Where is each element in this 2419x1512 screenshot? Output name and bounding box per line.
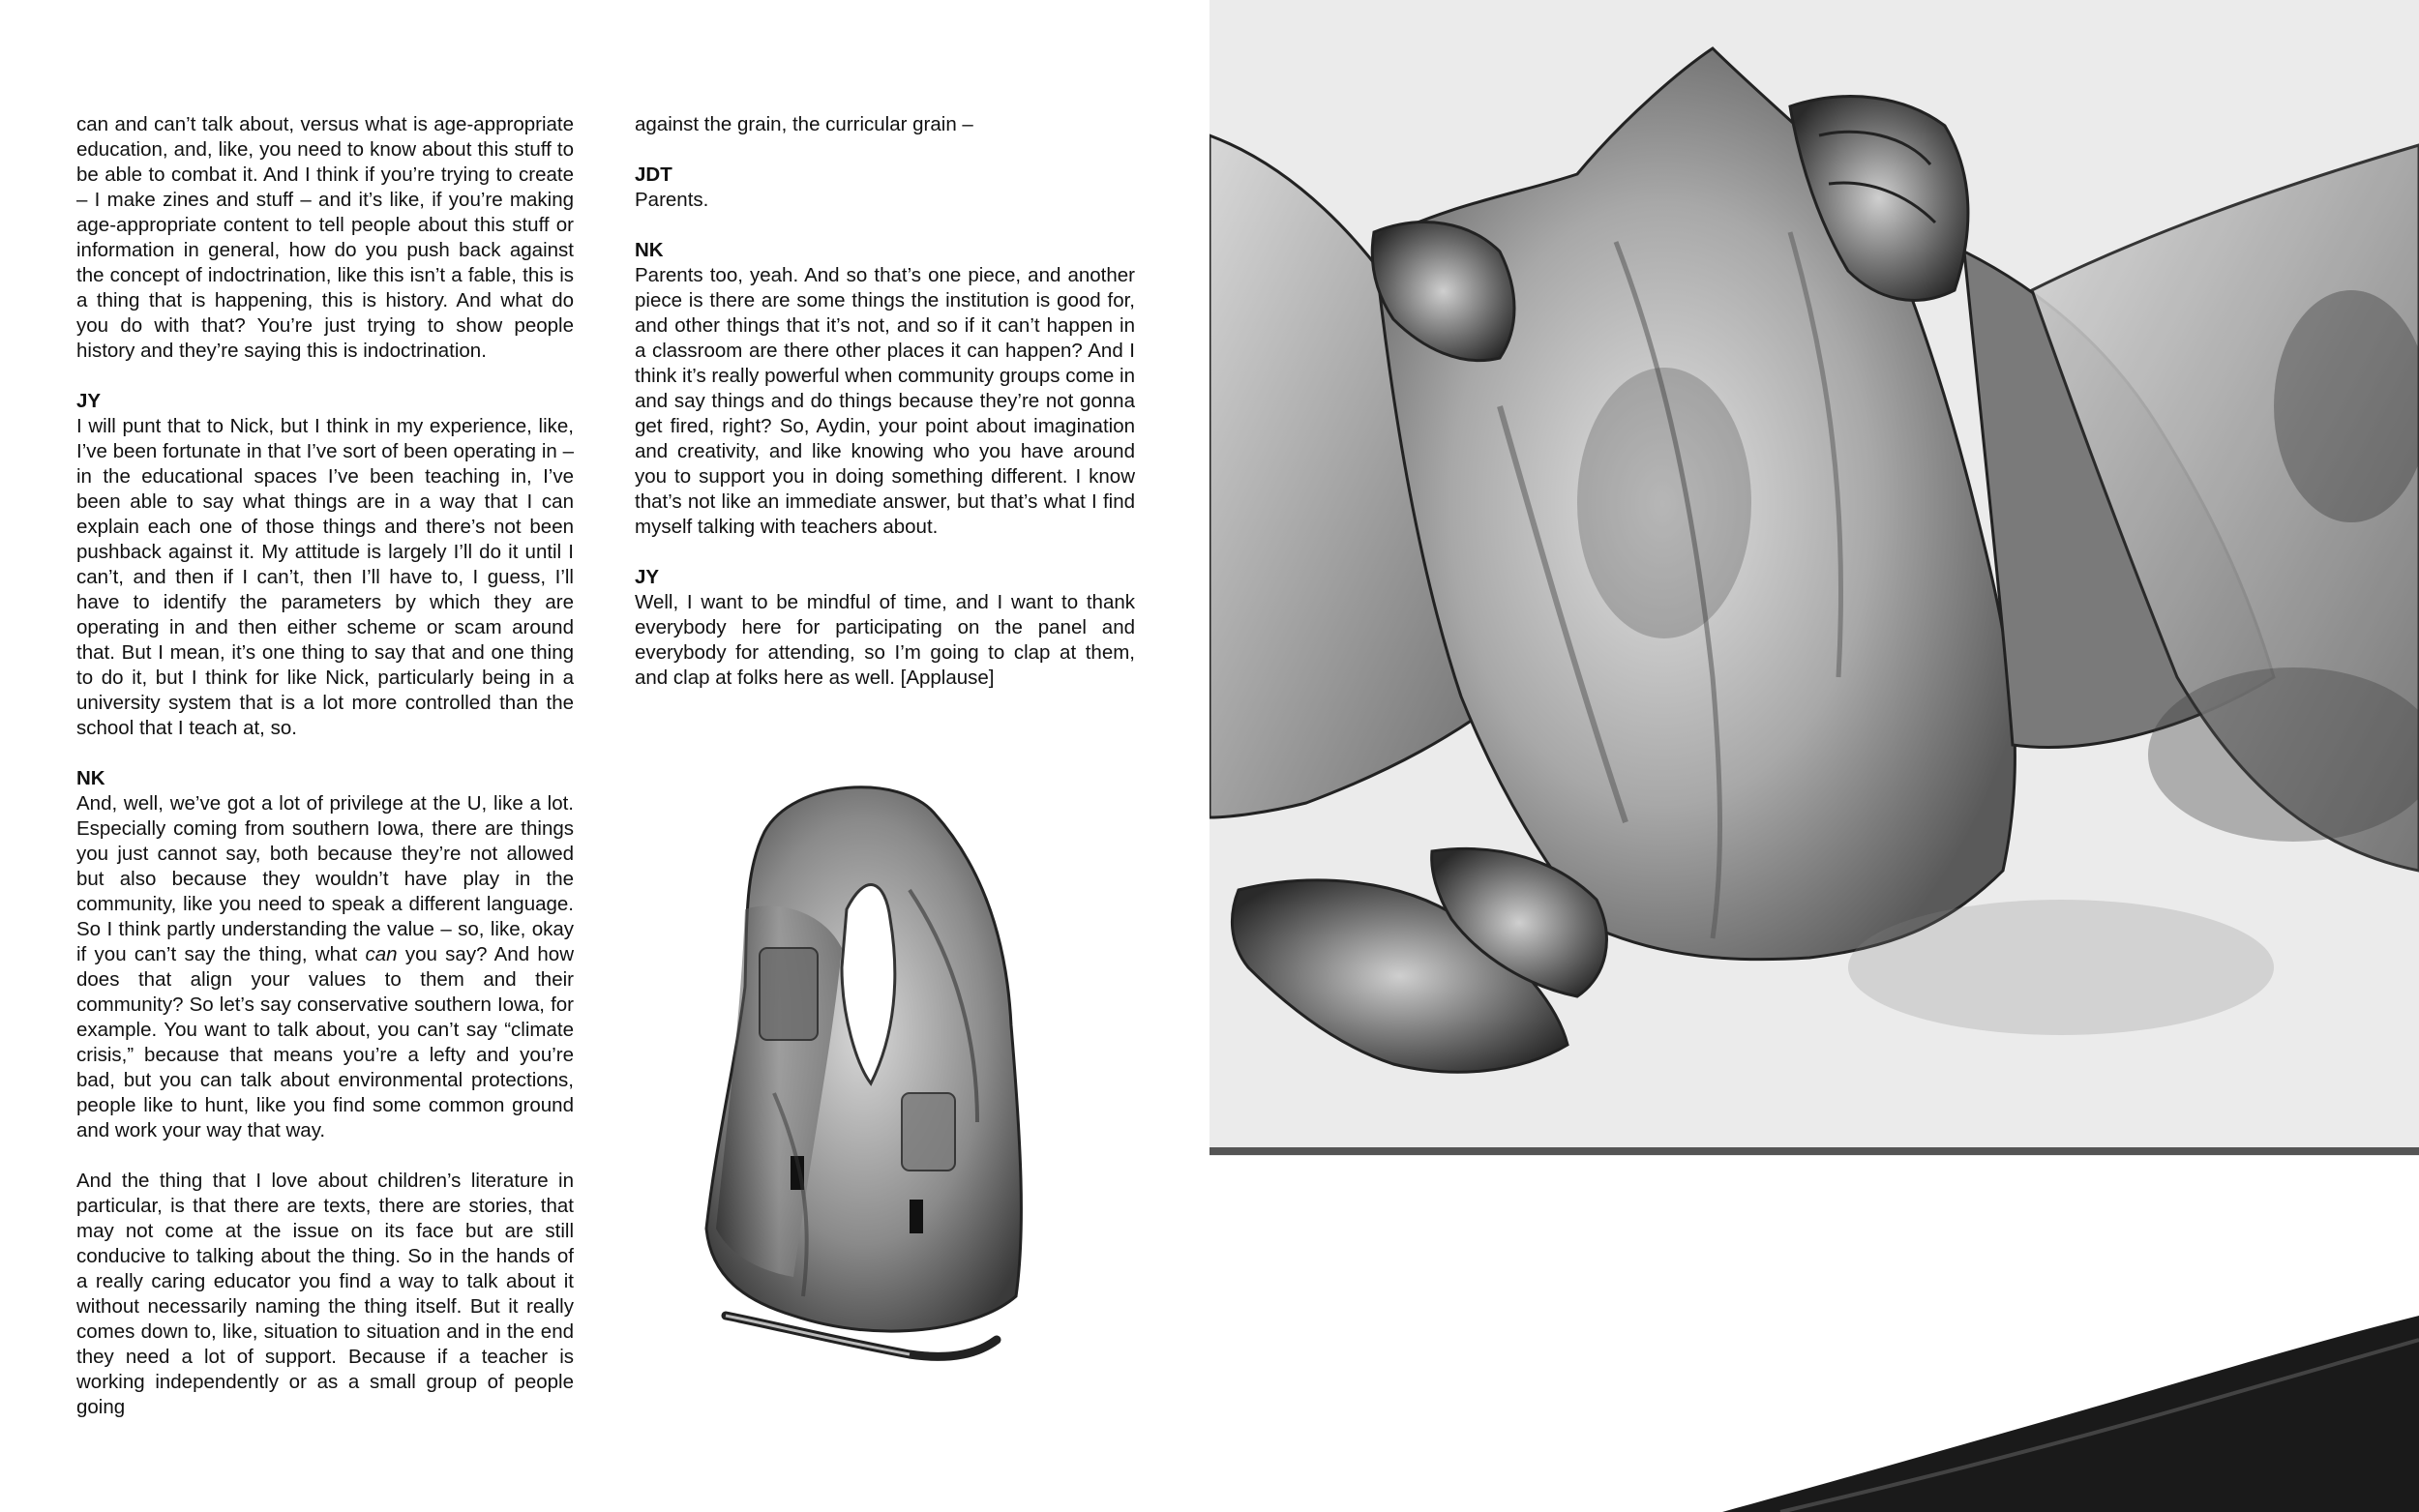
speech-paragraph: I will punt that to Nick, but I think in my experience, like, I’ve been fortunate in that I’ve sort of been operating in – in the educational spaces I’ve been teaching in, I’ve been able to say what things are in a way that I can explain each one of those things and there’s not been pushback against it. My attitude is largely I’ll do it until I can’t, and then if I can’t, then I’ll have to, I guess, I’ll have to identify the parameters by which they are operating in and then either scheme or scam around that. But I mean, it’s one thing to say that and one thing to do it, but I think for like Nick, particularly being in a university system that is a lot more controlled than the school that I teach at, so. <box>76 415 574 739</box>
vest-pocket-right <box>902 1093 955 1171</box>
speech-nk <box>635 238 1135 540</box>
vest-buckle <box>910 1200 923 1233</box>
speech-jy <box>76 389 574 741</box>
intro-paragraph: can and can’t talk about, versus what is age-appropriate education, and, like, you need to know about this stuff to be able to combat it. And I think if you’re trying to create – I make zines and stuff – and it’s like, if you’re making age-appropriate content to tell people about this stuff or information in general, how do you push back against the concept of indoctrination, like this isn’t a fable, this is a thing that is happening, this is history. And what do you do with that? You’re just trying to show people history and they’re saying this is indoctrination. <box>76 113 574 362</box>
text-span: And, well, we’ve got a lot of privilege at the U, like a lot. Especially coming from southern Iowa, there are things you just cannot say, both because they’re not allowed but also because they wouldn’t have play in the community, like you need to speak a different language. So I think partly understanding the value – so, like, okay if you can’t say the thing, what <box>76 792 574 965</box>
drawing-svg <box>1210 0 2419 1156</box>
speech-paragraph: Parents. <box>635 189 709 211</box>
speaker-label: JY <box>635 566 660 588</box>
speech-paragraph: And the thing that I love about children’s literature in particular, is that there are texts, there are stories, that may not come at the issue on its face but are still conducive to talking about the thing. So in the hands of a really caring educator you find a way to talk about it without necessarily naming the thing itself. But it really comes down to, like, situation to situation and in the end they need a lot of support. Because if a teacher is working independently or as a small group of people going <box>76 1170 574 1418</box>
speaker-label: JY <box>76 390 102 412</box>
hands-cloth-illustration <box>1210 0 2419 1156</box>
vest-pocket-left <box>760 948 818 1040</box>
speech-jdt <box>635 163 1135 213</box>
life-vest-illustration <box>687 774 1064 1393</box>
speaker-label: JDT <box>635 163 672 186</box>
cloth-shadow <box>1577 368 1751 638</box>
text-column-left <box>76 112 574 1420</box>
text-span: you say? And how does that align your values to them and their community? So let’s say conservative southern Iowa, for example. You want to talk about, you can’t say “climate crisis,” because that means you’re a lefty and you’re bad, but you can talk about environmental protections, people like to hunt, like you find some common ground and work your way that way. <box>76 943 575 1141</box>
speech-paragraph: Parents too, yeah. And so that’s one piece, and another piece is there are some things the institution is good for, and other things that it’s not, and so if it can’t happen in a classroom are there other places it can happen? And I think it’s really powerful when community groups come in and say things and do things because they’re not gonna get fired, right? So, Aydin, your point about imagination and creativity, and like knowing who you have around you to support you in doing something different. I know that’s not like an immediate answer, but that’s what I find myself talking with teachers about. <box>635 264 1135 538</box>
charcoal-smudge <box>1848 900 2274 1035</box>
speaker-label: NK <box>635 239 664 261</box>
drawing-edge-line <box>1210 1147 2419 1155</box>
speech-paragraph <box>76 791 574 1143</box>
speech-jy <box>635 565 1135 691</box>
continued-paragraph: against the grain, the curricular grain – <box>635 113 973 135</box>
dark-shape <box>1722 1316 2419 1512</box>
emphasis-text: can <box>365 943 398 965</box>
speech-paragraph: Well, I want to be mindful of time, and I want to thank everybody here for participating on the panel and everybody for attending, so I’m going to clap at them, and clap at folks here as well. [Applause] <box>635 591 1135 689</box>
speech-nk <box>76 766 574 1420</box>
speaker-label: NK <box>76 767 105 789</box>
text-column-middle <box>635 112 1135 691</box>
corner-dark-illustration <box>1722 1316 2419 1512</box>
